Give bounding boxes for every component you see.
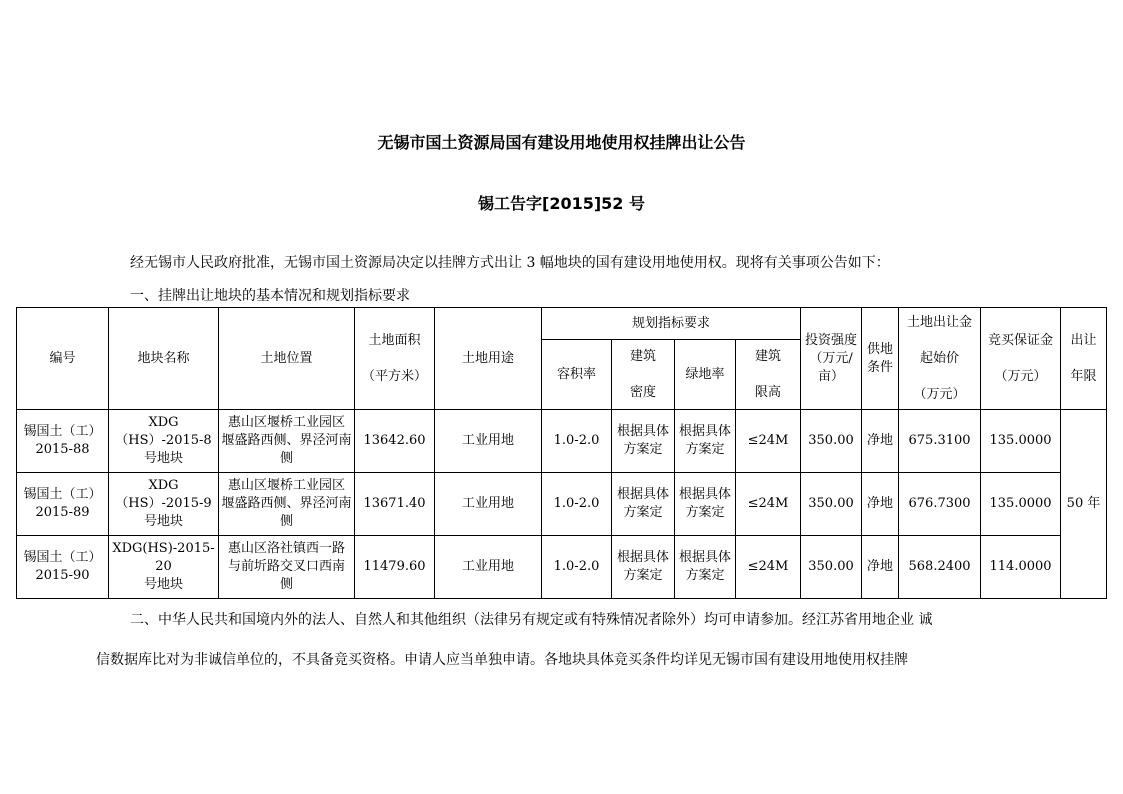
section-1-heading: 一、挂牌出让地块的基本情况和规划指标要求 (130, 288, 410, 304)
cell-term: 50 年 (1061, 410, 1107, 599)
cell-use: 工业用地 (435, 410, 542, 473)
cell-deposit: 135.0000 (981, 410, 1061, 473)
cell-supply: 净地 (862, 536, 899, 599)
cell-height: ≤24M (736, 536, 801, 599)
cell-code: 锡国土（工） 2015-88 (17, 410, 109, 473)
table-row (17, 536, 1107, 599)
table-header-row (17, 308, 1107, 340)
section-2-line-1: 二、中华人民共和国境内外的法人、自然人和其他组织（法律另有规定或有特殊情况者除外）均可申请参加。经江苏省用地企业 诚 (130, 612, 933, 628)
page-title: 无锡市国土资源局国有建设用地使用权挂牌出让公告 (377, 133, 746, 152)
cell-location: 惠山区洛社镇西一路 与前圻路交叉口西南 侧 (219, 536, 355, 599)
header-term: 出让 年限 (1061, 308, 1107, 410)
cell-far: 1.0-2.0 (542, 410, 612, 473)
cell-green: 根据具体 方案定 (675, 536, 736, 599)
header-name: 地块名称 (109, 308, 219, 410)
cell-start-price: 675.3100 (899, 410, 981, 473)
cell-code: 锡国土（工） 2015-90 (17, 536, 109, 599)
document-number: 锡工告字[2015]52 号 (478, 194, 645, 213)
header-height: 建筑 限高 (736, 340, 801, 410)
land-parcel-table (16, 307, 1107, 599)
header-green: 绿地率 (675, 340, 736, 410)
section-2-line-2: 信数据库比对为非诚信单位的，不具备竞买资格。申请人应当单独申请。各地块具体竞买条件均详见无锡市国有建设用地使用权挂牌 (96, 652, 908, 668)
cell-name: XDG（HS）-2015-8 号地块 (109, 410, 219, 473)
cell-location: 惠山区堰桥工业园区 堰盛路西侧、界泾河南 侧 (219, 410, 355, 473)
cell-density: 根据具体 方案定 (612, 473, 675, 536)
header-location: 土地位置 (219, 308, 355, 410)
header-far: 容积率 (542, 340, 612, 410)
cell-area: 13642.60 (355, 410, 435, 473)
header-invest: 投资强度 （万元/ 亩） (801, 308, 862, 410)
cell-height: ≤24M (736, 473, 801, 536)
cell-location: 惠山区堰桥工业园区 堰盛路西侧、界泾河南 侧 (219, 473, 355, 536)
cell-density: 根据具体 方案定 (612, 410, 675, 473)
header-use: 土地用途 (435, 308, 542, 410)
cell-start-price: 568.2400 (899, 536, 981, 599)
cell-green: 根据具体 方案定 (675, 473, 736, 536)
cell-use: 工业用地 (435, 536, 542, 599)
header-supply: 供地 条件 (862, 308, 899, 410)
cell-far: 1.0-2.0 (542, 473, 612, 536)
cell-area: 13671.40 (355, 473, 435, 536)
table-row (17, 473, 1107, 536)
cell-density: 根据具体 方案定 (612, 536, 675, 599)
cell-far: 1.0-2.0 (542, 536, 612, 599)
cell-invest: 350.00 (801, 536, 862, 599)
intro-paragraph: 经无锡市人民政府批准，无锡市国土资源局决定以挂牌方式出让 3 幅地块的国有建设用地使用权。现将有关事项公告如下： (130, 255, 890, 271)
cell-deposit: 135.0000 (981, 473, 1061, 536)
header-planning: 规划指标要求 (542, 308, 801, 340)
cell-green: 根据具体 方案定 (675, 410, 736, 473)
cell-height: ≤24M (736, 410, 801, 473)
header-density: 建筑 密度 (612, 340, 675, 410)
cell-supply: 净地 (862, 410, 899, 473)
cell-invest: 350.00 (801, 410, 862, 473)
cell-supply: 净地 (862, 473, 899, 536)
cell-name: XDG（HS）-2015-9 号地块 (109, 473, 219, 536)
cell-deposit: 114.0000 (981, 536, 1061, 599)
cell-name: XDG(HS)-2015-20 号地块 (109, 536, 219, 599)
cell-invest: 350.00 (801, 473, 862, 536)
cell-use: 工业用地 (435, 473, 542, 536)
cell-area: 11479.60 (355, 536, 435, 599)
cell-code: 锡国土（工） 2015-89 (17, 473, 109, 536)
header-deposit: 竞买保证金 （万元） (981, 308, 1061, 410)
cell-start-price: 676.7300 (899, 473, 981, 536)
header-start-price: 土地出让金 起始价 （万元） (899, 308, 981, 410)
header-code: 编号 (17, 308, 109, 410)
header-area: 土地面积 （平方米） (355, 308, 435, 410)
table-row (17, 410, 1107, 473)
